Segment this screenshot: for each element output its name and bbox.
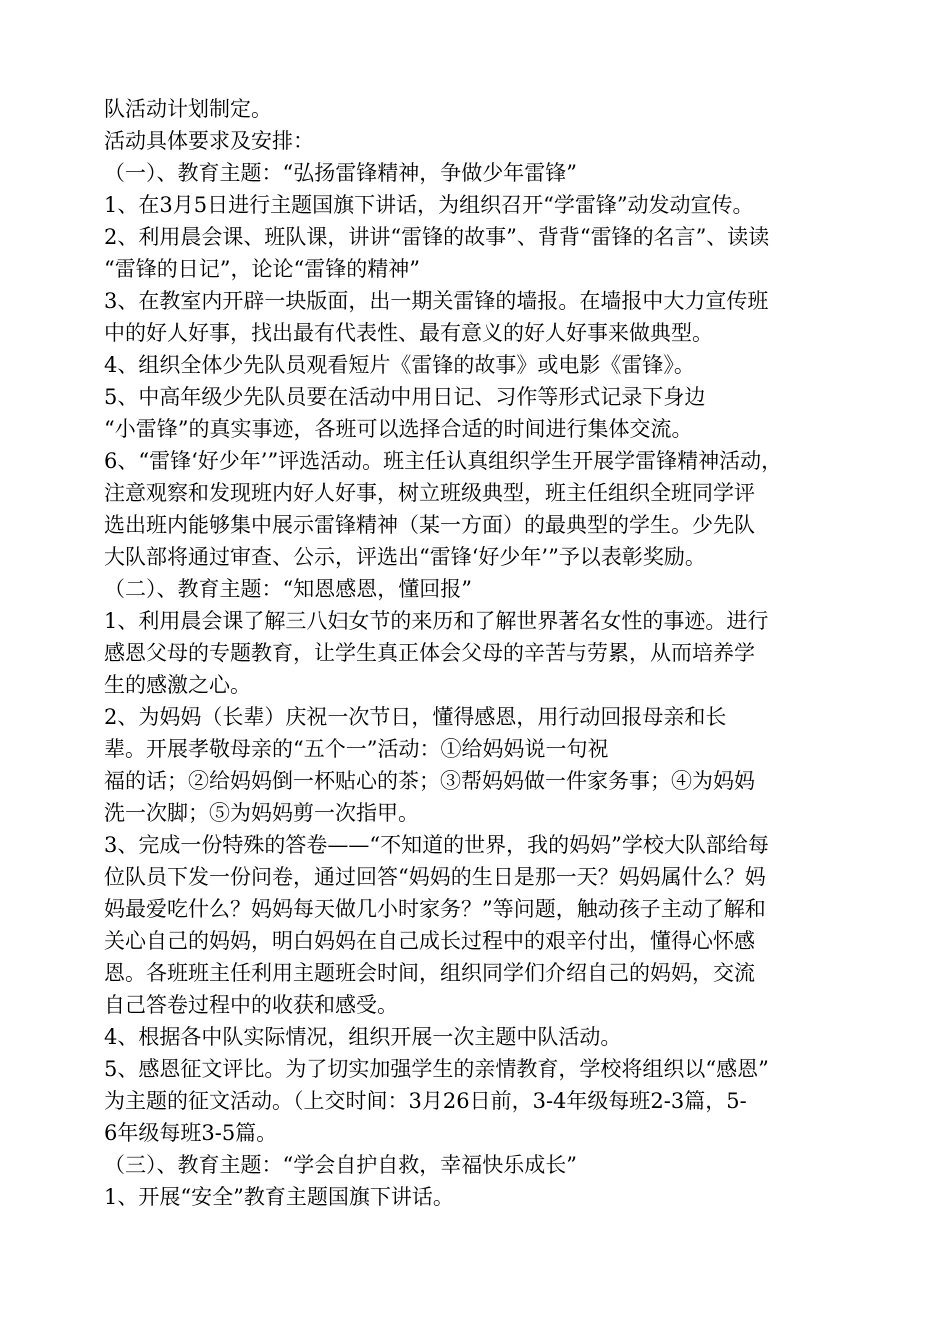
text-line: 5、中高年级少先队员要在活动中用日记、习作等形式记录下身边 <box>104 385 706 409</box>
text-line: 6年级每班3-5篇。 <box>104 1121 278 1145</box>
text-line: 2、利用晨会课、班队课，讲讲“雷锋的故事”、背背“雷锋的名言”、读读 <box>104 225 770 249</box>
text-line: 选出班内能够集中展示雷锋精神（某一方面）的最典型的学生。少先队 <box>104 513 755 537</box>
text-line: 关心自己的妈妈，明白妈妈在自己成长过程中的艰辛付出，懂得心怀感 <box>104 929 755 953</box>
text-line: 注意观察和发现班内好人好事，树立班级典型，班主任组织全班同学评 <box>104 481 755 505</box>
text-line: 为主题的征文活动。（上交时间：3月26日前，3-4年级每班2-3篇，5- <box>104 1089 747 1113</box>
text-line: 1、开展“安全”教育主题国旗下讲话。 <box>104 1185 454 1209</box>
text-line: 6、“雷锋‘好少年’”评选活动。班主任认真组织学生开展学雷锋精神活动， <box>104 449 783 473</box>
section-heading-1: （一）、教育主题：“弘扬雷锋精神，争做少年雷锋” <box>104 161 577 185</box>
section-heading-2: （二）、教育主题：“知恩感恩，懂回报” <box>104 577 472 601</box>
text-line: 洗一次脚；⑤为妈妈剪一次指甲。 <box>104 801 419 825</box>
text-line: 大队部将通过审查、公示，评选出“雷锋‘好少年’”予以表彰奖励。 <box>104 545 706 569</box>
text-line-requirements: 活动具体要求及安排： <box>104 129 314 153</box>
text-line: 福的话；②给妈妈倒一杯贴心的茶；③帮妈妈做一件家务事；④为妈妈 <box>104 769 755 793</box>
text-line: 1、利用晨会课了解三八妇女节的来历和了解世界著名女性的事迹。进行 <box>104 609 769 633</box>
text-line: 自己答卷过程中的收获和感受。 <box>104 993 398 1017</box>
text-line: 生的感激之心。 <box>104 673 251 697</box>
text-line: 中的好人好事，找出最有代表性、最有意义的好人好事来做典型。 <box>104 321 713 345</box>
text-line: 感恩父母的专题教育，让学生真正体会父母的辛苦与劳累，从而培养学 <box>104 641 755 665</box>
text-line: 1、在3月5日进行主题国旗下讲话，为组织召开“学雷锋”动发动宣传。 <box>104 193 754 217</box>
section-heading-3: （三）、教育主题：“学会自护自救，幸福快乐成长” <box>104 1153 577 1177</box>
text-line: 3、在教室内开辟一块版面，出一期关雷锋的墙报。在墙报中大力宣传班 <box>104 289 769 313</box>
text-line: 3、完成一份特殊的答卷——“不知道的世界，我的妈妈”学校大队部给每 <box>104 833 769 857</box>
text-line: 妈最爱吃什么？妈妈每天做几小时家务？”等问题，触动孩子主动了解和 <box>104 897 766 921</box>
text-line: 恩。各班班主任利用主题班会时间，组织同学们介绍自己的妈妈，交流 <box>104 961 755 985</box>
text-line: 4、组织全体少先队员观看短片《雷锋的故事》或电影《雷锋》。 <box>104 353 695 377</box>
text-line: 位队员下发一份问卷，通过回答“妈妈的生日是那一天？妈妈属什么？妈 <box>104 865 766 889</box>
text-line: 2、为妈妈（长辈）庆祝一次节日，懂得感恩，用行动回报母亲和长 <box>104 705 727 729</box>
text-line: 辈。开展孝敬母亲的“五个一”活动：①给妈妈说一句祝 <box>104 737 609 761</box>
text-line: “雷锋的日记”，论论“雷锋的精神” <box>104 257 420 281</box>
text-line-continuation: 队活动计划制定。 <box>104 97 272 121</box>
text-line: 5、感恩征文评比。为了切实加强学生的亲情教育，学校将组织以“感恩” <box>104 1057 769 1081</box>
text-line: 4、根据各中队实际情况，组织开展一次主题中队活动。 <box>104 1025 622 1049</box>
text-line: “小雷锋”的真实事迹，各班可以选择合适的时间进行集体交流。 <box>104 417 693 441</box>
